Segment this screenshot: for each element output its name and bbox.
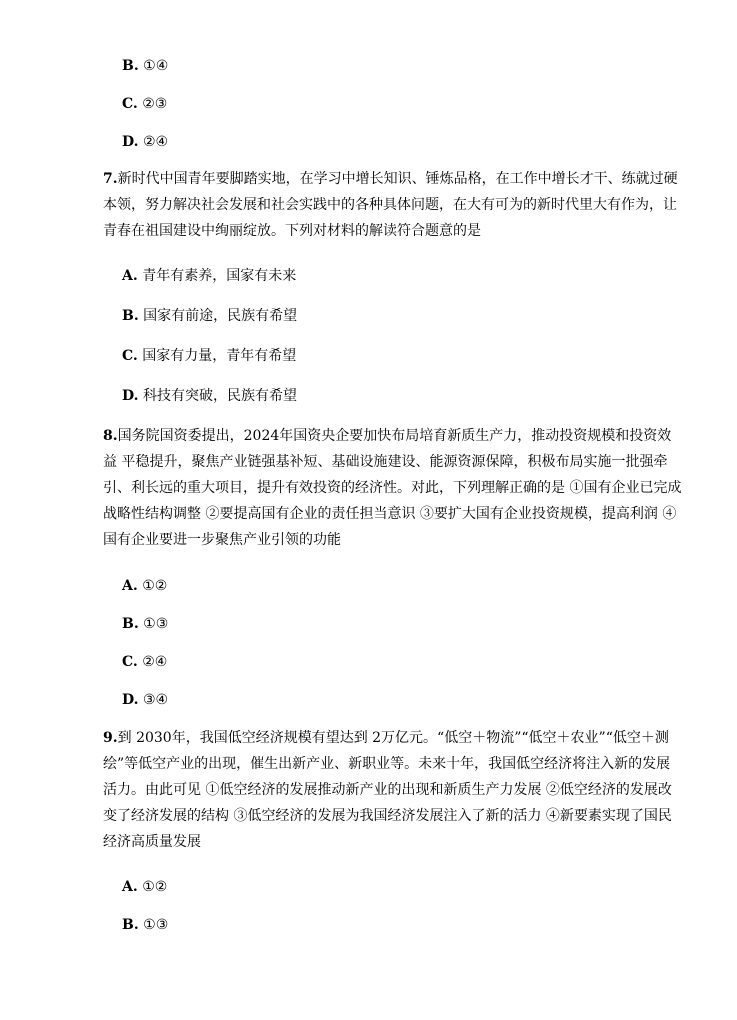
question-text: 新时代中国青年要脚踏实地，在学习中增长知识、锤炼品格，在工作中增长才干、练就过硬本领，努力解决社会发展和社会实践中的各种具体问题，在大有可为的新时代里大有作为，让青春在祖国建设中绚丽绽放。下列对材料的解读符合题意的是 <box>103 171 678 239</box>
q6-option-c[interactable] <box>122 95 167 113</box>
q7-option-a[interactable] <box>122 267 296 285</box>
q9-option-a[interactable] <box>122 878 167 896</box>
option-letter: B. <box>122 616 139 632</box>
option-letter: C. <box>122 654 138 670</box>
q9-option-b[interactable] <box>122 916 168 934</box>
option-text: ①② <box>142 879 168 895</box>
q7-option-b[interactable] <box>122 307 297 325</box>
option-letter: B. <box>122 308 139 324</box>
question-number: 9. <box>103 730 118 746</box>
option-text: ②④ <box>142 134 169 150</box>
q7-option-d[interactable] <box>122 387 297 405</box>
option-letter: C. <box>122 96 138 112</box>
option-text: 科技有突破，民族有希望 <box>142 388 297 404</box>
option-text: ①③ <box>143 917 169 933</box>
option-letter: A. <box>122 268 138 284</box>
option-text: ①④ <box>143 58 169 74</box>
q8-option-d[interactable] <box>122 691 168 709</box>
option-text: ②③ <box>142 96 168 112</box>
q8-option-a[interactable] <box>122 577 167 595</box>
question-9 <box>103 725 683 855</box>
option-letter: C. <box>122 348 138 364</box>
option-text: 国家有前途，民族有希望 <box>143 308 298 324</box>
q7-option-c[interactable] <box>122 347 296 365</box>
option-letter: D. <box>122 692 139 708</box>
option-letter: A. <box>122 879 138 895</box>
option-letter: B. <box>122 917 139 933</box>
option-text: ②④ <box>142 654 168 670</box>
option-letter: D. <box>122 134 139 150</box>
option-letter: A. <box>122 578 138 594</box>
option-text: ③④ <box>142 692 169 708</box>
q8-option-c[interactable] <box>122 653 167 671</box>
question-text: 到 2030年，我国低空经济规模有望达到 2万亿元。“低空＋物流”“低空＋农业”“低空＋测绘”等低空产业的出现，催生出新产业、新职业等。未来十年，我国低空经济将注入新的发展活力。由此可见 ①低空经济的发展推动新产业的出现和新质生产力发展 ②低空经济的发展改变了经济发展的结构 ③低空经济的发展为我国经济发展注入了新的活力 ④新要素实现了国民经济高质量发展 <box>103 730 672 850</box>
option-text: ①② <box>142 578 168 594</box>
option-letter: B. <box>122 58 139 74</box>
q6-option-b[interactable] <box>122 57 168 75</box>
option-letter: D. <box>122 388 139 404</box>
option-text: ①③ <box>143 616 169 632</box>
q6-option-d[interactable] <box>122 133 168 151</box>
question-7 <box>103 166 683 244</box>
option-text: 国家有力量，青年有希望 <box>142 348 297 364</box>
question-number: 8. <box>103 428 118 444</box>
question-text: 国务院国资委提出，2024年国资央企要加快布局培育新质生产力，推动投资规模和投资效益 平稳提升，聚焦产业链强基补短、基础设施建设、能源资源保障，积极布局实施一批强牵引、利长远的重大项目，提升有效投资的经济性。对此，下列理解正确的是 ①国有企业已完成战略性结构调整 ②要提高国有企业的责任担当意识 ③要扩大国有企业投资规模，提高利润 ④国有企业要进一步聚焦产业引领的功能 <box>103 428 682 548</box>
q8-option-b[interactable] <box>122 615 168 633</box>
question-8 <box>103 423 683 553</box>
question-number: 7. <box>103 171 118 187</box>
option-text: 青年有素养，国家有未来 <box>142 268 297 284</box>
